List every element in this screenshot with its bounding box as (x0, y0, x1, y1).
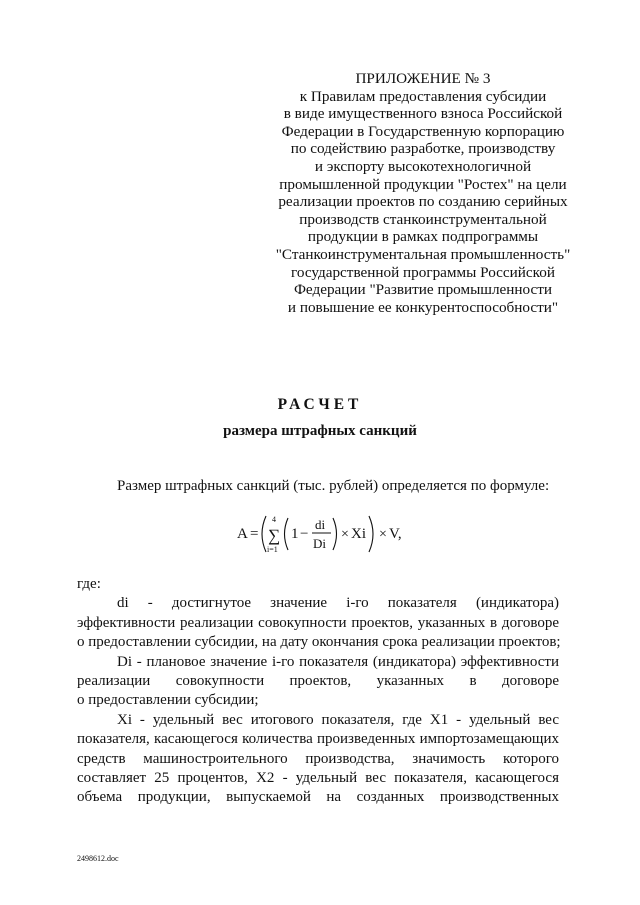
definitions-body (77, 575, 559, 808)
appendix-line: промышленной продукции "Ростех" на цели (279, 175, 567, 193)
appendix-line: и экспорту высокотехнологичной (314, 157, 532, 175)
formula-numerator: di (315, 517, 326, 532)
penalty-formula (233, 512, 413, 556)
file-name-footer: 2498612.doc (77, 854, 119, 863)
appendix-line: Федерации в Государственную корпорацию (281, 122, 565, 140)
appendix-line: по содействию разработке, производству (290, 140, 556, 158)
body-line: эффективности реализации совокупности проектов, указанных в договоре (77, 614, 559, 631)
formula-v: V, (389, 526, 402, 542)
formula-term: Xi (351, 526, 366, 542)
body-line: составляет 25 процентов, X2 - удельный вес показателя, касающегося (77, 769, 559, 786)
body-line: реализации совокупности проектов, указанных в договоре (77, 672, 559, 689)
body-line: объема продукции, выпускаемой на созданных производственных (77, 789, 559, 806)
formula-right-paren (369, 516, 373, 552)
formula-intro: Размер штрафных санкций (тыс. рублей) определяется по формуле: (117, 478, 550, 494)
appendix-line: государственной программы Российской (291, 263, 555, 281)
formula-inner-right-paren (333, 518, 337, 550)
appendix-line: производств станкоинструментальной (299, 210, 547, 228)
formula-sum-lower: i=1 (267, 545, 278, 554)
appendix-line: и повышение ее конкурентоспособности" (287, 298, 559, 316)
body-line: Di - плановое значение i-го показателя (индикатора) эффективности (117, 653, 559, 670)
body-line: о предоставлении субсидии, на дату окончания срока реализации проектов; (77, 634, 561, 651)
formula-sum-sign: ∑ (268, 526, 281, 545)
body-line: di - достигнутое значение i-го показателя (индикатора) (117, 595, 559, 612)
formula-denominator: Di (313, 536, 326, 551)
body-line: средств машиностроительного производства, значимость которого (77, 750, 559, 767)
body-line: о предоставлении субсидии; (77, 692, 259, 709)
formula-sum-upper: 4 (272, 515, 276, 524)
appendix-line: продукции в рамках подпрограммы (307, 228, 539, 246)
formula-times: × (341, 527, 349, 542)
body-line: показателя, касающегося количества произведенных импортозамещающих (77, 731, 559, 748)
appendix-header (258, 70, 588, 316)
appendix-line: ПРИЛОЖЕНИЕ № 3 (355, 70, 491, 87)
appendix-line: в виде имущественного взноса Российской (283, 105, 563, 123)
where-label: где: (77, 576, 101, 592)
appendix-line: к Правилам предоставления субсидии (299, 87, 547, 105)
formula-lhs: A (237, 526, 248, 542)
appendix-line: реализации проектов по созданию серийных (278, 193, 568, 211)
formula-minus: − (300, 526, 309, 542)
document-title: РАСЧЕТ (277, 396, 363, 413)
formula-left-paren (262, 516, 266, 552)
formula-inner-left-paren (285, 518, 289, 550)
body-line: Xi - удельный вес итогового показателя, где X1 - удельный вес (117, 711, 559, 728)
formula-equals: = (250, 526, 259, 542)
formula-times-2: × (379, 527, 387, 542)
formula-one: 1 (291, 526, 299, 542)
document-subtitle: размера штрафных санкций (223, 423, 417, 439)
appendix-line: Федерации "Развитие промышленности (293, 281, 553, 299)
appendix-line: "Станкоинструментальная промышленность" (275, 245, 571, 263)
